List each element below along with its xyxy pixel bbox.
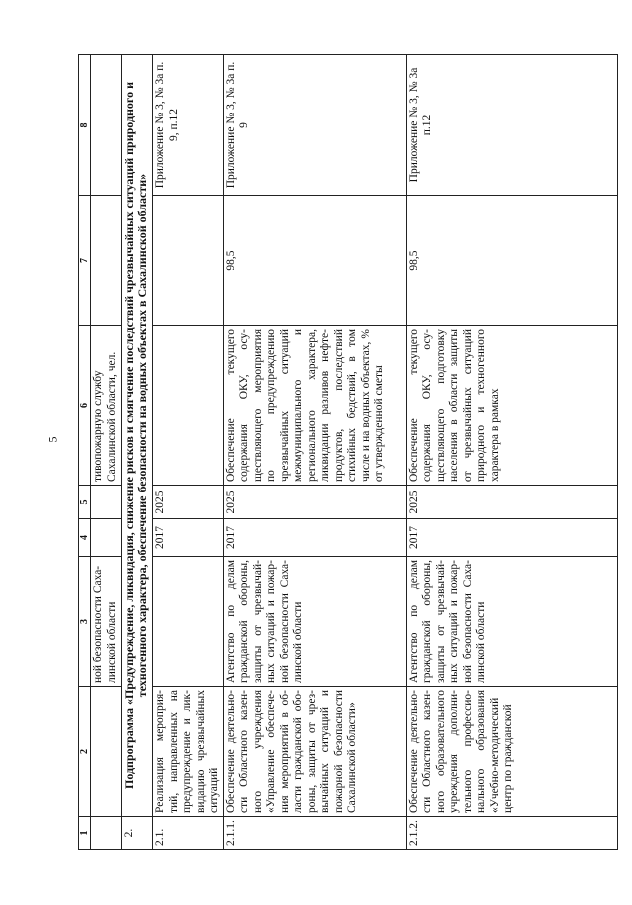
row-number: 2.1.1. [223,817,406,850]
col-num-6: 6 [79,326,91,486]
col-num-4: 4 [79,519,91,557]
row-start-year: 2017 [406,519,617,557]
row-start-year: 2017 [223,519,406,557]
row-value: 98,5 [406,196,617,326]
row-number: 2.1.2. [406,817,617,850]
row-end-year: 2025 [153,486,224,519]
section-title: Подпрограмма «Предупреждение, ликвидация, снижение рисков и смягчение последствий чрезвычайных ситуаций природного и техногенного характера, обеспечение безопасности на водных объектах в Сахалинской области» [122,55,153,817]
carry-indicator: тивопожарную службу Сахалинской области, чел. [91,326,122,486]
carry-c2 [91,687,122,817]
carry-c1 [91,817,122,850]
row-value [153,196,224,326]
row-name: Обеспечение деятельности Областного казенного учреждения «Управление обеспечения мероприятий в области гражданской обороны, защиты от чрезвычайных ситуаций и пожарной безопасности Сахалинской области» [223,687,406,817]
row-number: 2.1. [153,817,224,850]
row-end-year: 2025 [406,486,617,519]
col-num-2: 2 [79,687,91,817]
carry-over-row [91,55,122,850]
row-indicator: Обеспечение текущего содержания ОКУ, осуществляющего подготовку населения в области защиты от чрезвычайных ситуаций природного и техногенного характера в рамках [406,326,617,486]
table-row [223,55,406,850]
row-start-year: 2017 [153,519,224,557]
carry-c8 [91,55,122,196]
row-name: Обеспечение деятельности Областного казенного образовательного учреждения дополнительного профессионального образования «Учебно-методический центр по гражданской [406,687,617,817]
carry-c5 [91,486,122,519]
col-num-1: 1 [79,817,91,850]
header-number-row [79,55,91,850]
program-table [78,54,618,850]
carry-c7 [91,196,122,326]
section-number: 2. [122,817,153,850]
row-value: 98,5 [223,196,406,326]
page-number: 5 [45,436,60,443]
col-num-8: 8 [79,55,91,196]
carry-executor: ной безопасности Сахалинской области [91,557,122,687]
row-link: Приложение № 3, № 3а п. 9 [223,55,406,196]
row-link: Приложение № 3, № 3а п. 9, п.12 [153,55,224,196]
row-executor: Агентство по делам гражданской обороны, защиты от чрезвычайных ситуаций и пожарной безопасности Сахалинской области [406,557,617,687]
table-row [153,55,224,850]
row-executor: Агентство по делам гражданской обороны, защиты от чрезвычайных ситуаций и пожарной безопасности Сахалинской области [223,557,406,687]
col-num-5: 5 [79,486,91,519]
row-link: Приложение № 3, № 3а п.12 [406,55,617,196]
col-num-7: 7 [79,196,91,326]
table-row [406,55,617,850]
carry-c4 [91,519,122,557]
rotated-table-sheet [78,55,613,850]
row-indicator [153,326,224,486]
row-end-year: 2025 [223,486,406,519]
col-num-3: 3 [79,557,91,687]
row-name: Реализация мероприятий, направленных на предупреждение и ликвидацию чрезвычайных ситуаций [153,687,224,817]
section-row [122,55,153,850]
row-executor [153,557,224,687]
row-indicator: Обеспечение текущего содержания ОКУ, осуществляющего мероприятия по предупреждению чрезвычайных ситуаций межмуниципального и регионального характера, ликвидации разливов нефтепродуктов, последствий стихийных бедствий, в том числе и на водных объектах, % от утвержденной сметы [223,326,406,486]
